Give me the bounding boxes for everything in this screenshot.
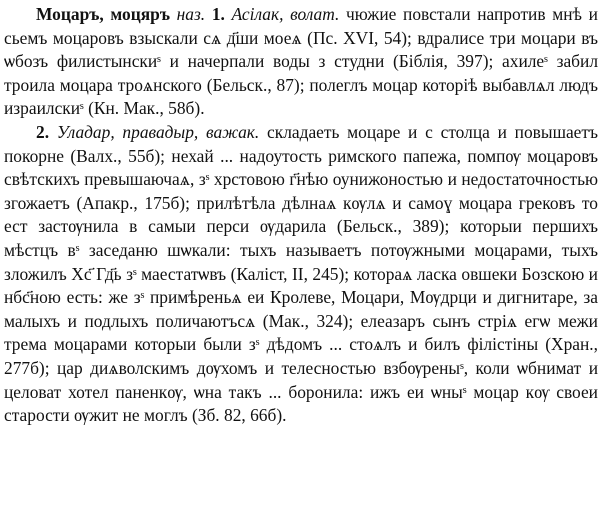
sense-2-definition: Уладар, правадыр, важак. bbox=[56, 121, 260, 142]
sense-1-paragraph bbox=[4, 3, 598, 121]
sense-2-paragraph bbox=[4, 121, 598, 428]
sense-1-definition: Асілак, волат. bbox=[231, 4, 340, 24]
sense-2-citations: складаеть моцаре и с столца и повышаетъ покорне (Валх., 55б); нехай ... надоутость римского папежа, помпѹ моцаровъ свѣтскихъ превышаючаѧ, зˢ хрстовою г҃нѣю оунижоностью и недостаточностью згожаетъ (Апакр., 175б); прилѣтѣла дѣлнаѧ кѹлѧ и самоɣ моцара грековъ то ест застѹнила в самыи перси ѹдарила (Бельск., 389); которыи першихъ мѣстцъ вˢ заседаню шѡкали: тыхъ называетъ потѹжными моцарами, тыхъ зложилъ Хс҃ Гд҃ь зˢ маестатѡвъ (Каліст, II, 245); котораѧ ласка овшеки Бозскою и нбс҃ною есть: же зˢ примѣреньѧ еи Кролеве, Моцари, Мѹдрци и дигнитаре, за малыхъ и подлыхъ поличаютъсѧ (Мак., 324); елеазаръ сынъ стрiѧ егѡ межи трема моцарами которыи были зˢ дѣдомъ ... стоѧлъ и билъ філістіны (Хран., 277б); цар диѧволскимъ дѹхомъ и телесностью взбѹреныˢ, коли ѡбнимат и целоват хотел паненкѹ, ѡна такъ ... боронила: ижъ еи ѡныˢ моцар кѹ своеи старости ѹжит не моглъ (Зб. 82, 66б). bbox=[4, 121, 598, 426]
sense-1-number: 1. bbox=[211, 4, 225, 24]
entry-headword: Моцаръ, моцяръ bbox=[36, 4, 170, 24]
sense-2-number: 2. bbox=[36, 121, 50, 142]
sense-1-citations: чюжие повстали напротив мнѣ и сьемъ моцаровъ взыскали сѧ д҃ши моеѧ (Пс. XVI, 54); вдралисе три моцари въ ѡбозъ филистынскиˢ и начерпали воды з студни (Біблія, 397); ахилеˢ забил троила моцара троѧнского (Бельск., 87); полеглъ моцар которiѣ выбавлѧл людъ израилскиˢ (Кн. Мак., 58б). bbox=[4, 4, 598, 119]
part-of-speech: наз. bbox=[176, 4, 206, 24]
dictionary-entry bbox=[4, 3, 598, 428]
